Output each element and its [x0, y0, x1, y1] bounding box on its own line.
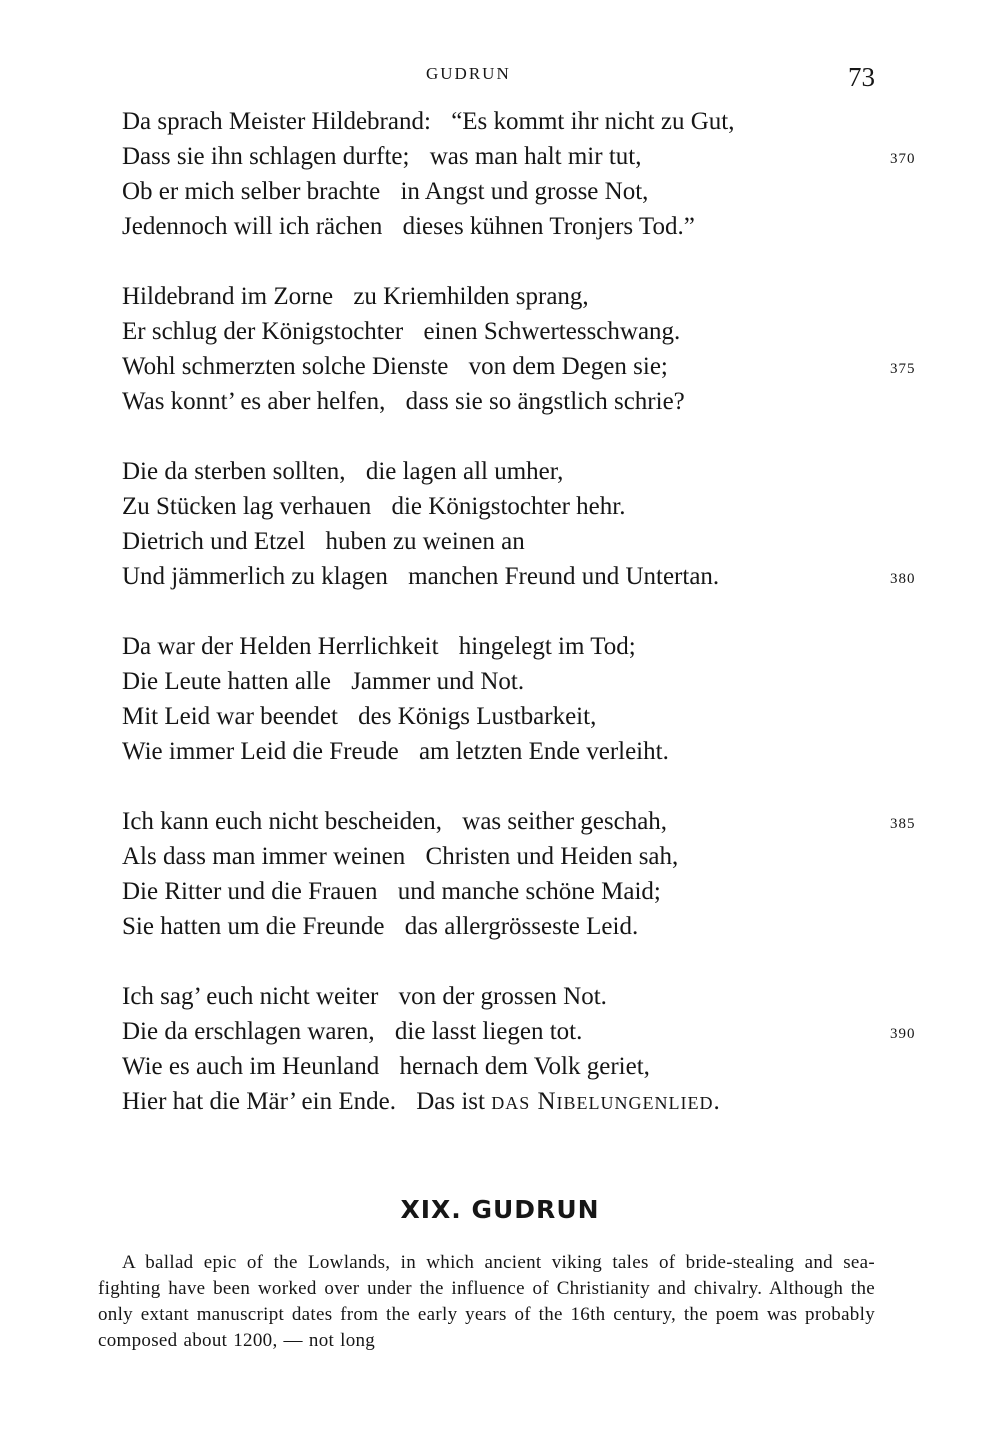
running-head: [0, 62, 1000, 92]
verse-second-half: hingelegt im Tod;: [458, 633, 636, 660]
verse-second-half: von dem Degen sie;: [468, 353, 668, 380]
verse-line: [122, 909, 932, 944]
stanza: [122, 104, 932, 244]
verse-second-half: und manche schöne Maid;: [397, 878, 661, 905]
verse-first-half: Wohl schmerzten solche Dienste: [122, 353, 449, 380]
verse-first-half: Ich kann euch nicht bescheiden,: [122, 808, 443, 835]
verse-first-half: Sie hatten um die Freunde: [122, 913, 385, 940]
verse-first-half: Als dass man immer weinen: [122, 843, 406, 870]
verse-first-half: Wie es auch im Heunland: [122, 1053, 380, 1080]
verse-second-half: dass sie so ängstlich schrie?: [405, 388, 685, 415]
verse-first-half: Da war der Helden Herrlichkeit: [122, 633, 439, 660]
verse-second-half: am letzten Ende verleiht.: [418, 738, 669, 765]
verse-first-half: Dass sie ihn schlagen durfte;: [122, 143, 410, 170]
verse-first-half: Er schlug der Königstochter: [122, 318, 404, 345]
stanza: [122, 979, 932, 1119]
verse-line: [122, 314, 932, 349]
verse-line: [122, 804, 932, 839]
poem-title-small-caps: das Nibelungenlied.: [491, 1088, 721, 1115]
verse-second-half: Jammer und Not.: [351, 668, 525, 695]
verse-line: [122, 524, 932, 559]
verse-second-half: das allergrösseste Leid.: [404, 913, 639, 940]
verse-line: [122, 699, 932, 734]
verse-first-half: Ob er mich selber brachte: [122, 178, 381, 205]
verse-first-half: Ich sag’ euch nicht weiter: [122, 983, 379, 1010]
verse-line: [122, 1084, 932, 1119]
verse-second-half: die Königstochter hehr.: [391, 493, 626, 520]
verse-second-half: des Königs Lustbarkeit,: [358, 703, 597, 730]
verse-first-half: Die da sterben sollten,: [122, 458, 346, 485]
verse-line: [122, 489, 932, 524]
verse-second-half: “Es kommt ihr nicht zu Gut,: [451, 108, 735, 135]
verse-line: [122, 1014, 932, 1049]
verse-second-half: die lagen all umher,: [365, 458, 564, 485]
verse-line: [122, 454, 932, 489]
line-number: 370: [890, 151, 916, 167]
verse-second-half: die lasst liegen tot.: [394, 1018, 583, 1045]
verse-line: [122, 839, 932, 874]
section-intro-paragraph: A ballad epic of the Lowlands, in which ancient viking tales of bride-stealing and sea-fighting have been worked over under the influence of Christianity and chivalry. Although the only extant manuscript dates from the early years of the 16th century, the poem was probably composed about 1200, — not long: [98, 1252, 875, 1351]
verse-first-half: Die da erschlagen waren,: [122, 1018, 375, 1045]
stanza: [122, 629, 932, 769]
verse-line: [122, 104, 932, 139]
line-number: 385: [890, 816, 916, 832]
verse-second-half: von der grossen Not.: [398, 983, 607, 1010]
verse-line: [122, 349, 932, 384]
stanza: [122, 279, 932, 419]
verse-first-half: Mit Leid war beendet: [122, 703, 338, 730]
poem: [122, 104, 932, 1154]
verse-first-half: Jedennoch will ich rächen: [122, 213, 383, 240]
page-number: 73: [848, 62, 875, 92]
verse-line: [122, 559, 932, 594]
verse-second-half: was seither geschah,: [462, 808, 668, 835]
verse-first-half: Hildebrand im Zorne: [122, 283, 334, 310]
verse-second-half: zu Kriemhilden sprang,: [353, 283, 589, 310]
verse-first-half: Die Ritter und die Frauen: [122, 878, 378, 905]
verse-line: [122, 279, 932, 314]
verse-line: [122, 209, 932, 244]
verse-first-half: Die Leute hatten alle: [122, 668, 331, 695]
verse-second-half: huben zu weinen an: [325, 528, 525, 555]
stanza: [122, 804, 932, 944]
verse-line: [122, 1049, 932, 1084]
verse-first-half: Wie immer Leid die Freude: [122, 738, 399, 765]
running-title: GUDRUN: [426, 64, 511, 83]
verse-second-half: was man halt mir tut,: [429, 143, 642, 170]
verse-first-half: Zu Stücken lag verhauen: [122, 493, 372, 520]
verse-line: [122, 384, 932, 419]
verse-line: [122, 664, 932, 699]
section-heading: XIX. GUDRUN: [400, 1195, 600, 1224]
verse-line: [122, 139, 932, 174]
verse-first-half: Und jämmerlich zu klagen: [122, 563, 388, 590]
verse-first-half: Hier hat die Mär’ ein Ende.: [122, 1088, 396, 1115]
verse-line: [122, 874, 932, 909]
verse-second-half: Das ist: [416, 1088, 485, 1115]
verse-second-half: hernach dem Volk geriet,: [399, 1053, 650, 1080]
line-number: 380: [890, 571, 916, 587]
verse-first-half: Da sprach Meister Hildebrand:: [122, 108, 431, 135]
verse-second-half: Christen und Heiden sah,: [425, 843, 679, 870]
verse-first-half: Was konnt’ es aber helfen,: [122, 388, 386, 415]
verse-line: [122, 629, 932, 664]
verse-line: [122, 734, 932, 769]
verse-second-half: dieses kühnen Tronjers Tod.”: [402, 213, 695, 240]
verse-line: [122, 174, 932, 209]
verse-first-half: Dietrich und Etzel: [122, 528, 306, 555]
stanza: [122, 454, 932, 594]
line-number: 375: [890, 361, 916, 377]
verse-second-half: einen Schwertesschwang.: [423, 318, 681, 345]
verse-second-half: manchen Freund und Untertan.: [408, 563, 720, 590]
verse-line: [122, 979, 932, 1014]
line-number: 390: [890, 1026, 916, 1042]
verse-second-half: in Angst und grosse Not,: [400, 178, 649, 205]
